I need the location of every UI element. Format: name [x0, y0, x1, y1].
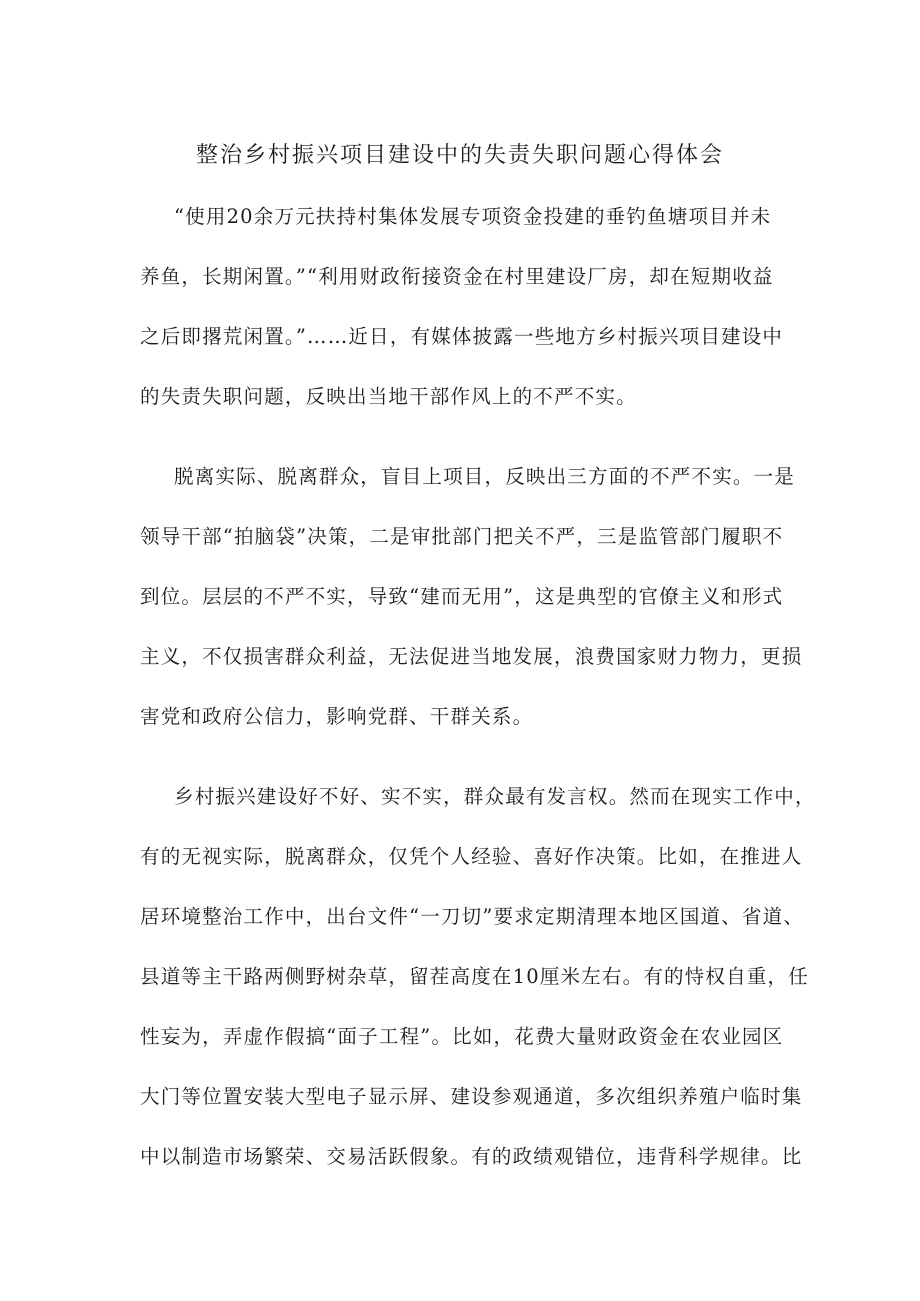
document-title: 整治乡村振兴项目建设中的失责失职问题心得体会 — [195, 143, 724, 168]
paragraph-1-line-1: “使用20余万元扶持村集体发展专项资金投建的垂钓鱼塘项目并未 — [174, 205, 772, 228]
paragraph-3-line-4: 县道等主干路两侧野树杂草，留茬高度在10厘米左右。有的恃权自重，任 — [140, 965, 809, 988]
paragraph-3-line-3: 居环境整治工作中，出台文件“一刀切”要求定期清理本地区国道、省道、 — [140, 905, 805, 928]
paragraph-2-line-3: 到位。层层的不严不实，导致“建而无用”，这是典型的官僚主义和形式 — [140, 585, 784, 608]
paragraph-3-line-2: 有的无视实际，脱离群众，仅凭个人经验、喜好作决策。比如，在推进人 — [140, 845, 803, 868]
paragraph-1-line-2: 养鱼，长期闲置。”“利用财政衔接资金在村里建设厂房，却在短期收益 — [140, 265, 774, 288]
paragraph-1-line-4: 的失责失职问题，反映出当地干部作风上的不严不实。 — [140, 385, 637, 408]
paragraph-1-line-3: 之后即撂荒闲置。”……近日，有媒体披露一些地方乡村振兴项目建设中 — [140, 325, 784, 348]
paragraph-3-line-1: 乡村振兴建设好不好、实不实，群众最有发言权。然而在现实工作中， — [174, 785, 816, 808]
paragraph-2-line-4: 主义，不仅损害群众利益，无法促进当地发展，浪费国家财力物力，更损 — [140, 645, 803, 668]
paragraph-3-line-6: 大门等位置安装大型电子显示屏、建设参观通道，多次组织养殖户临时集 — [140, 1085, 803, 1108]
paragraph-2-line-1: 脱离实际、脱离群众，盲目上项目，反映出三方面的不严不实。一是 — [174, 465, 796, 488]
paragraph-3-line-7: 中以制造市场繁荣、交易活跃假象。有的政绩观错位，违背科学规律。比 — [140, 1145, 803, 1168]
paragraph-2-line-2: 领导干部“拍脑袋”决策，二是审批部门把关不严，三是监管部门履职不 — [140, 525, 784, 548]
paragraph-3-line-5: 性妄为，弄虚作假搞“面子工程”。比如，花费大量财政资金在农业园区 — [140, 1025, 784, 1048]
paragraph-2-line-5: 害党和政府公信力，影响党群、干群关系。 — [140, 705, 534, 728]
